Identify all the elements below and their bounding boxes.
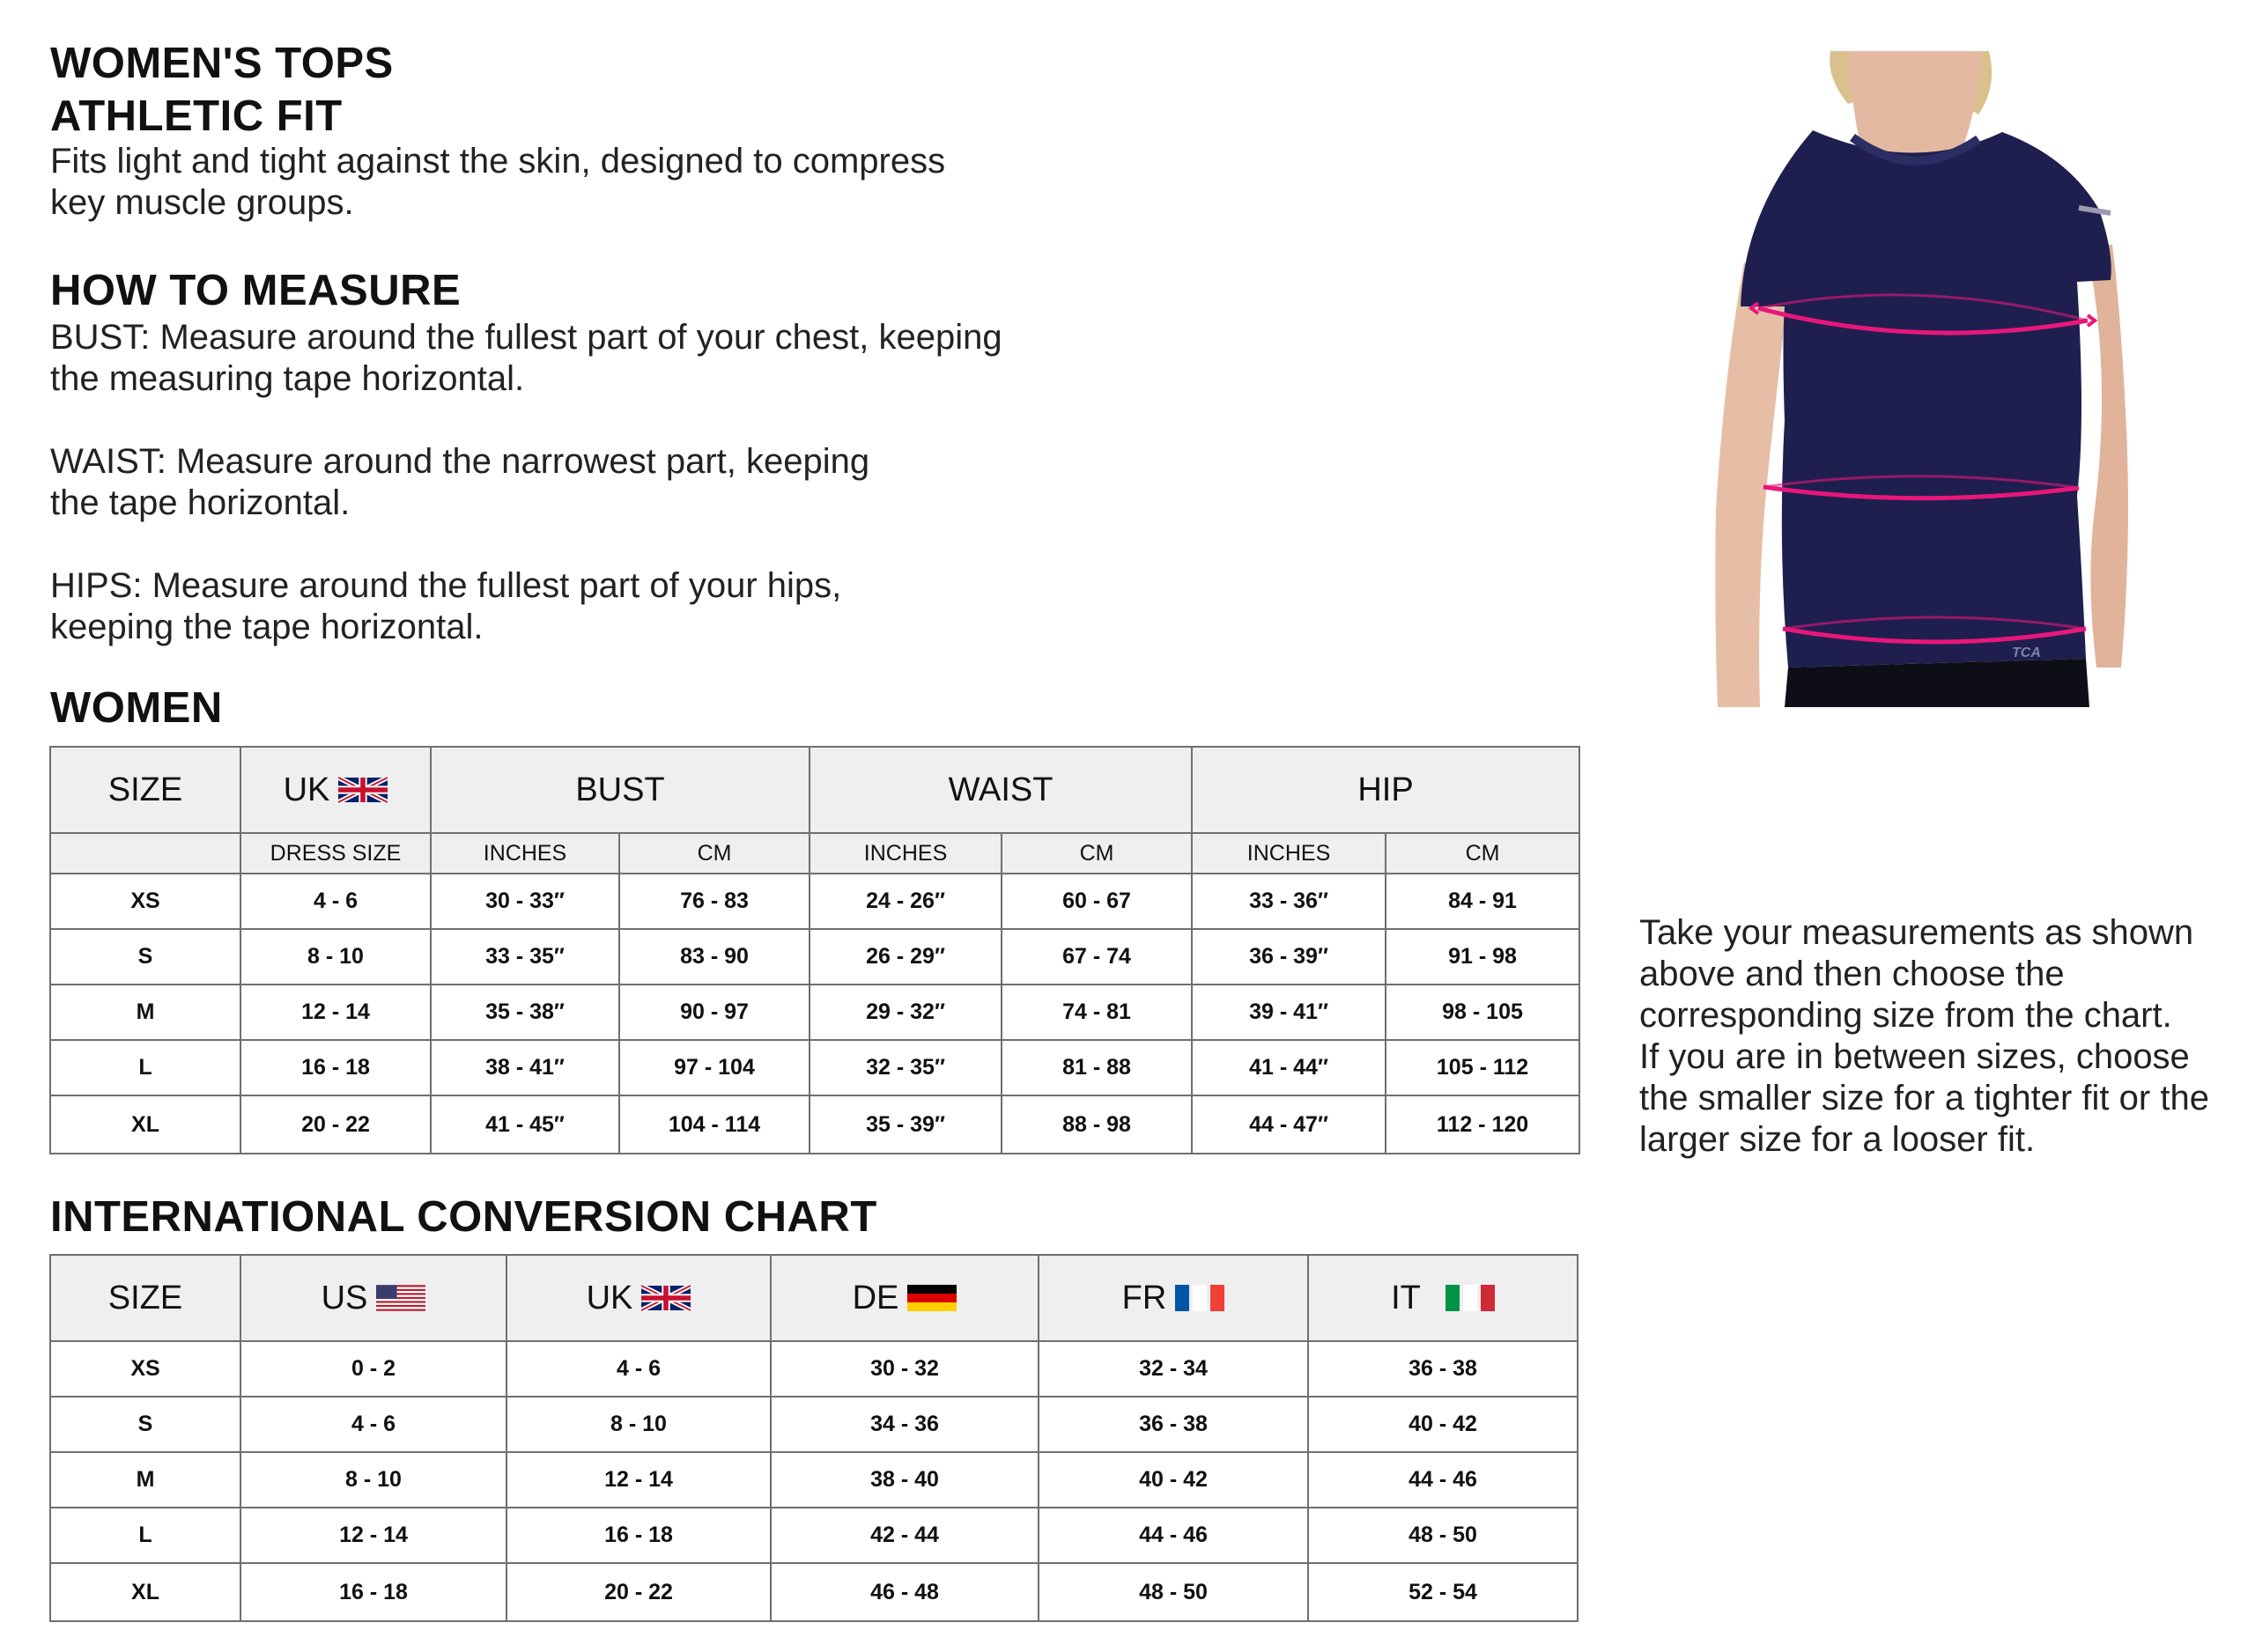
subheader-hip-cm: CM: [1386, 833, 1579, 874]
table-cell: 36 - 38: [1308, 1341, 1578, 1397]
table-cell: 83 - 90: [619, 929, 810, 985]
header-it: [1308, 1255, 1578, 1341]
side-note-line-2: above and then choose the: [1639, 955, 2065, 993]
table-row: [50, 1341, 1578, 1397]
header-waist: WAIST: [810, 747, 1192, 833]
fit-description-line-1: Fits light and tight against the skin, designed to compress: [50, 142, 946, 181]
table-cell: M: [50, 985, 240, 1040]
table-cell: L: [50, 1508, 240, 1563]
table-cell: 8 - 10: [506, 1397, 771, 1452]
table-cell: 30 - 33″: [431, 874, 619, 929]
table-row: [50, 985, 1579, 1040]
table-cell: 35 - 38″: [431, 985, 619, 1040]
table-cell: 42 - 44: [771, 1508, 1039, 1563]
subheader-waist-cm: CM: [1002, 833, 1192, 874]
header-hip: HIP: [1192, 747, 1579, 833]
table-row: [50, 1095, 1579, 1154]
table-cell: 35 - 39″: [810, 1095, 1002, 1154]
subheader-bust-cm: CM: [619, 833, 810, 874]
table-cell: XS: [50, 1341, 240, 1397]
side-note-line-6: larger size for a looser fit.: [1639, 1120, 2036, 1159]
de-flag-icon: [907, 1285, 957, 1311]
header-size: SIZE: [50, 747, 240, 833]
fit-title: ATHLETIC FIT: [50, 92, 343, 140]
table-cell: 4 - 6: [240, 1397, 506, 1452]
side-note-line-4: If you are in between sizes, choose: [1639, 1037, 2190, 1076]
table-cell: 20 - 22: [240, 1095, 431, 1154]
uk-flag-icon: [338, 777, 388, 803]
header-uk: [240, 747, 431, 833]
header-fr: [1039, 1255, 1308, 1341]
subheader-empty: [50, 833, 240, 874]
table-row: [50, 1397, 1578, 1452]
side-note-line-1: Take your measurements as shown: [1639, 913, 2194, 952]
table-cell: 52 - 54: [1308, 1563, 1578, 1621]
conversion-table-title: INTERNATIONAL CONVERSION CHART: [50, 1193, 877, 1241]
header-bust: BUST: [431, 747, 810, 833]
table-cell: 44 - 47″: [1192, 1095, 1386, 1154]
table-cell: 12 - 14: [240, 1508, 506, 1563]
header-us-label: US: [321, 1279, 368, 1316]
table-cell: 41 - 45″: [431, 1095, 619, 1154]
table-cell: 74 - 81: [1002, 985, 1192, 1040]
waist-instruction-line-2: the tape horizontal.: [50, 483, 351, 522]
table-cell: L: [50, 1040, 240, 1095]
table-cell: 36 - 38: [1039, 1397, 1308, 1452]
table-cell: 16 - 18: [240, 1040, 431, 1095]
table-cell: 38 - 41″: [431, 1040, 619, 1095]
table-cell: 91 - 98: [1386, 929, 1579, 985]
women-table-title: WOMEN: [50, 684, 223, 732]
table-cell: 105 - 112: [1386, 1040, 1579, 1095]
table-cell: 97 - 104: [619, 1040, 810, 1095]
table-row: [50, 929, 1579, 985]
table-cell: S: [50, 929, 240, 985]
header-de-label: DE: [852, 1279, 899, 1316]
table-row: [50, 1563, 1578, 1621]
conversion-table: [49, 1254, 1578, 1622]
table-cell: 8 - 10: [240, 1452, 506, 1508]
subheader-bust-inches: INCHES: [431, 833, 619, 874]
how-to-measure-title: HOW TO MEASURE: [50, 267, 462, 314]
table-cell: 4 - 6: [506, 1341, 771, 1397]
table-row: [50, 1452, 1578, 1508]
table-cell: 24 - 26″: [810, 874, 1002, 929]
header-uk: [506, 1255, 771, 1341]
table-cell: 30 - 32: [771, 1341, 1039, 1397]
table-cell: 60 - 67: [1002, 874, 1192, 929]
table-cell: 8 - 10: [240, 929, 431, 985]
header-it-label: IT: [1391, 1279, 1421, 1316]
table-cell: 40 - 42: [1308, 1397, 1578, 1452]
table-cell: 29 - 32″: [810, 985, 1002, 1040]
brand-mark: TCA: [2012, 645, 2041, 660]
table-cell: 16 - 18: [240, 1563, 506, 1621]
table-cell: 44 - 46: [1039, 1508, 1308, 1563]
table-cell: 44 - 46: [1308, 1452, 1578, 1508]
table-cell: 36 - 39″: [1192, 929, 1386, 985]
table-cell: 26 - 29″: [810, 929, 1002, 985]
table-cell: 84 - 91: [1386, 874, 1579, 929]
table-row: [50, 1040, 1579, 1095]
header-size: SIZE: [50, 1255, 240, 1341]
table-cell: 46 - 48: [771, 1563, 1039, 1621]
header-uk-label: UK: [586, 1279, 633, 1316]
it-flag-icon: [1445, 1285, 1495, 1311]
table-cell: 81 - 88: [1002, 1040, 1192, 1095]
waist-instruction-line-1: WAIST: Measure around the narrowest part, keeping: [50, 442, 870, 481]
table-row: [50, 874, 1579, 929]
subheader-waist-inches: INCHES: [810, 833, 1002, 874]
page-title: WOMEN'S TOPS: [50, 40, 394, 87]
table-cell: 112 - 120: [1386, 1095, 1579, 1154]
table-cell: 20 - 22: [506, 1563, 771, 1621]
table-cell: 41 - 44″: [1192, 1040, 1386, 1095]
table-cell: 34 - 36: [771, 1397, 1039, 1452]
bust-instruction-line-2: the measuring tape horizontal.: [50, 359, 525, 398]
table-cell: 33 - 36″: [1192, 874, 1386, 929]
table-cell: 90 - 97: [619, 985, 810, 1040]
women-size-table: [49, 746, 1580, 1154]
header-fr-label: FR: [1121, 1279, 1167, 1316]
table-cell: XL: [50, 1563, 240, 1621]
table-cell: 48 - 50: [1039, 1563, 1308, 1621]
fr-flag-icon: [1175, 1285, 1224, 1311]
table-cell: XL: [50, 1095, 240, 1154]
uk-flag-icon: [641, 1285, 691, 1311]
table-cell: 38 - 40: [771, 1452, 1039, 1508]
table-cell: 0 - 2: [240, 1341, 506, 1397]
table-cell: 40 - 42: [1039, 1452, 1308, 1508]
table-cell: 12 - 14: [240, 985, 431, 1040]
table-cell: 76 - 83: [619, 874, 810, 929]
table-cell: S: [50, 1397, 240, 1452]
side-note-line-3: corresponding size from the chart.: [1639, 996, 2172, 1035]
subheader-dress-size: DRESS SIZE: [240, 833, 431, 874]
side-note-line-5: the smaller size for a tighter fit or the: [1639, 1079, 2209, 1117]
subheader-hip-inches: INCHES: [1192, 833, 1386, 874]
table-cell: 16 - 18: [506, 1508, 771, 1563]
fit-description-line-2: key muscle groups.: [50, 183, 354, 222]
hips-instruction-line-2: keeping the tape horizontal.: [50, 608, 484, 646]
table-cell: 32 - 34: [1039, 1341, 1308, 1397]
table-row: [50, 1508, 1578, 1563]
table-cell: M: [50, 1452, 240, 1508]
table-cell: 48 - 50: [1308, 1508, 1578, 1563]
table-cell: 33 - 35″: [431, 929, 619, 985]
table-cell: 67 - 74: [1002, 929, 1192, 985]
bust-instruction-line-1: BUST: Measure around the fullest part of your chest, keeping: [50, 318, 1002, 357]
header-uk-label: UK: [283, 771, 330, 808]
table-cell: 39 - 41″: [1192, 985, 1386, 1040]
header-de: [771, 1255, 1039, 1341]
table-cell: 12 - 14: [506, 1452, 771, 1508]
table-cell: XS: [50, 874, 240, 929]
product-photo: [1698, 51, 2177, 707]
table-cell: 88 - 98: [1002, 1095, 1192, 1154]
table-cell: 4 - 6: [240, 874, 431, 929]
us-flag-icon: [376, 1285, 425, 1311]
hips-instruction-line-1: HIPS: Measure around the fullest part of your hips,: [50, 566, 842, 605]
table-cell: 104 - 114: [619, 1095, 810, 1154]
table-cell: 32 - 35″: [810, 1040, 1002, 1095]
table-cell: 98 - 105: [1386, 985, 1579, 1040]
header-us: [240, 1255, 506, 1341]
